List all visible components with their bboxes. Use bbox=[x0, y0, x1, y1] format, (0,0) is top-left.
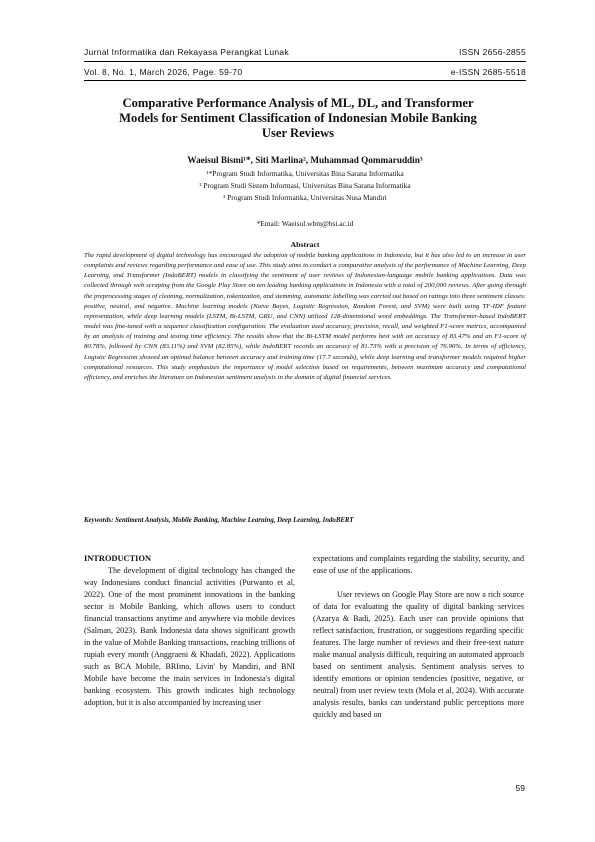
body-column-right bbox=[313, 553, 524, 721]
keywords-label: Keywords: bbox=[84, 517, 114, 524]
journal-name: Jurnal Informatika dan Rekayasa Perangkat Lunak bbox=[84, 47, 289, 57]
intro-paragraph-1-continued: expectations and complaints regarding the stability, security, and ease of use of the applications. bbox=[313, 554, 524, 575]
volume-info: Vol. 8, No. 1, March 2026, Page. 59-70 bbox=[84, 67, 243, 77]
header-rule-top bbox=[84, 61, 526, 62]
author-list: Waeisul Bismi¹*, Siti Marlina², Muhammad Qommaruddin³ bbox=[187, 155, 423, 165]
intro-paragraph-2: User reviews on Google Play Store are now a rich source of data for evaluating the quality of digital banking services (Azarya & Badi, 2025). Each user can provide opinions that reflect satisfaction, frustration, or suggestions regarding specific features. The large number of reviews and their free-text nature make manual analysis difficult, requiring an automated approach based on sentiment analysis. Sentiment analysis serves to identify emotions or opinion tendencies (positive, negative, or neutral) from user review texts (Mola et al, 2024). With accurate analysis results, banks can understand public perceptions more quickly and based on bbox=[313, 590, 524, 719]
body-column-left bbox=[84, 553, 295, 709]
page-number: 59 bbox=[515, 783, 525, 793]
abstract-text: The rapid development of digital technology has encouraged the adoption of mobile banking applications in Indonesia, but it has also led to an increase in user complaints and reviews regarding performance and ease of use. This study aims to conduct a comparative analysis of the performance of Machine Learning, Deep Learning, and Transformer (IndoBERT) models in classifying the sentiment of user reviews of Indonesian-language mobile banking applications. Data was collected through web scraping from the Google Play Store on ten leading banking applications in Indonesia with a total of 200,000 reviews. After going through the preprocessing stages of cleaning, normalization, tokenization, and stemming, automatic labelling was carried out based on ratings into three sentiment classes: positive, neutral, and negative. Machine learning models (Naive Bayes, Logistic Regression, Random Forest, and SVM) were built using TF-IDF feature representation, while deep learning models (LSTM, Bi-LSTM, GRU, and CNN) utilized 128-dimensional word embeddings. The Transformer-based IndoBERT model was fine-tuned with a sequence classification configuration. The evaluation used accuracy, precision, recall, and weighted F1-score metrics, accompanied by an analysis of training and testing time efficiency. The results show that the Bi-LSTM model performs best with an accuracy of 83.47% and an F1-score of 80.78%, followed by CNN (83.11%) and SVM (82.85%), while IndoBERT records an accuracy of 81.73% with a precision of 76.96%. In terms of efficiency, Logistic Regression showed an optimal balance between accuracy and training time (17.7 seconds), while deep learning and transformer models required higher computational resources. This study emphasizes the importance of model selection based on requirements, between maximum accuracy and computational efficiency, and enriches the literature on Indonesian sentiment analysis in the domain of digital financial services. bbox=[84, 252, 526, 381]
affiliation-1: ¹*Program Studi Informatika, Universitas Bina Sarana Informatika bbox=[206, 169, 404, 178]
paper-title: Comparative Performance Analysis of ML, DL, and Transformer Models for Sentiment Classification of Indonesian Mobile Banking User Reviews bbox=[119, 96, 477, 140]
keywords bbox=[84, 517, 526, 524]
header-rule-bottom bbox=[84, 80, 526, 81]
issn: ISSN 2656-2855 bbox=[458, 47, 526, 57]
section-heading-introduction: INTRODUCTION bbox=[84, 554, 152, 563]
affiliation-3: ³ Program Studi Informatika, Universitas Nusa Mandiri bbox=[223, 193, 387, 202]
abstract-heading: Abstract bbox=[290, 240, 320, 249]
corresponding-email: *Email: Waeisul.wbm@bsi.ac.id bbox=[256, 219, 354, 228]
keywords-list: Sentiment Analysis, Mobile Banking, Machine Learning, Deep Learning, IndoBERT bbox=[115, 517, 354, 524]
eissn: e-ISSN 2685-5518 bbox=[450, 67, 526, 77]
intro-paragraph-1: The development of digital technology has changed the way Indonesians conduct financial activities (Purwanto et al, 2022). One of the most prominent innovations in the banking sector is Mobile Banking, which allows users to conduct financial transactions anytime and anywhere via mobile devices (Salman, 2023). Bank Indonesia data shows significant growth in the value of Mobile Banking transactions, reaching trillions of rupiah every month (Anggraeni & Khadafi, 2022). Applications such as BCA Mobile, BRImo, Livin' by Mandiri, and BNI Mobile have become the main services in Indonesia's digital banking ecosystem. This growth indicates high technology adoption, but it is also accompanied by increasing user bbox=[84, 566, 295, 707]
affiliation-2: ² Program Studi Sistem Informasi, Universitas Bina Sarana Informatika bbox=[199, 181, 411, 190]
